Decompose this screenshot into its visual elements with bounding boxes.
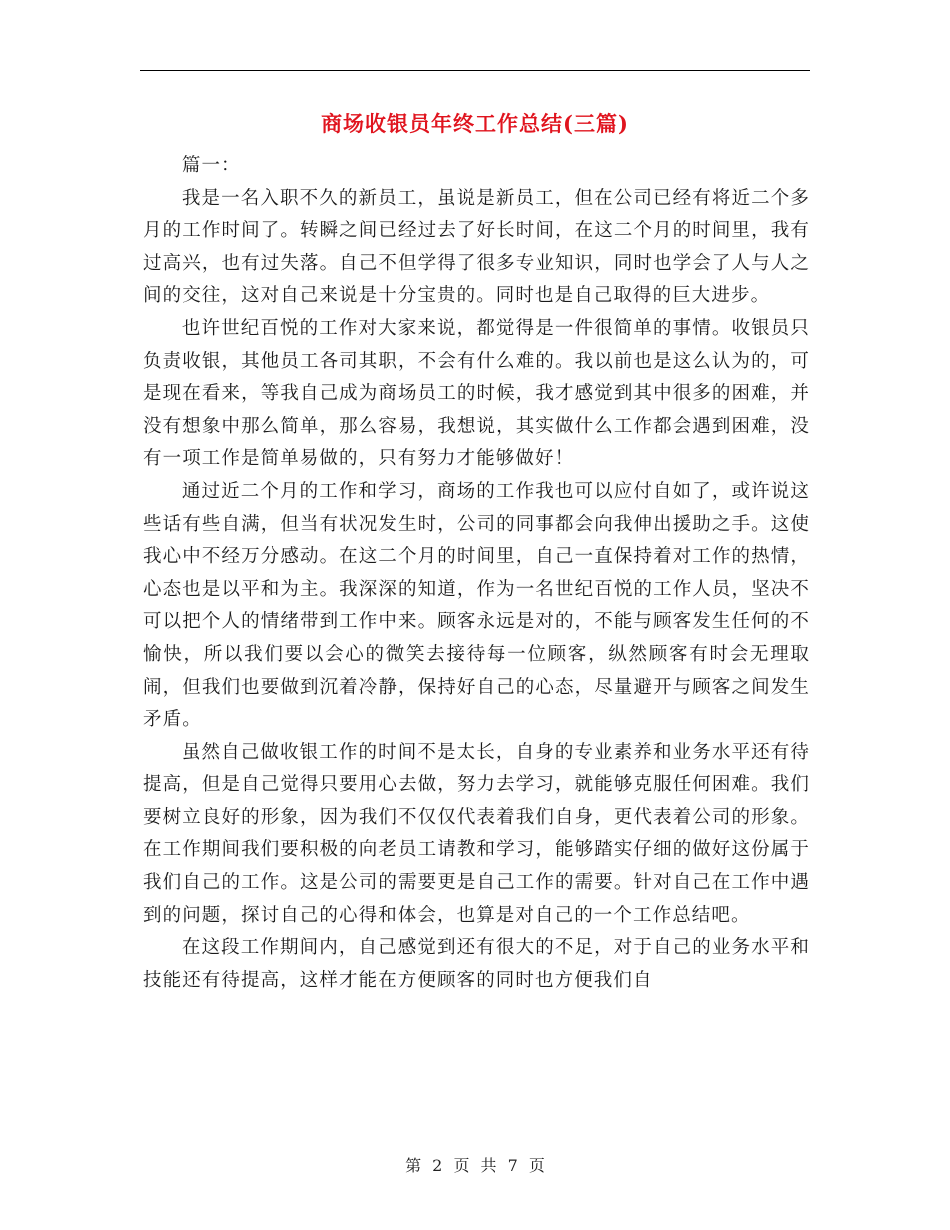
page-number-footer: 第 2 页 共 7 页 (405, 1156, 545, 1175)
paragraph: 在这段工作期间内，自己感觉到还有很大的不足，对于自己的业务水平和技能还有待提高，这样才能在方便顾客的同时也方便我们自 (143, 937, 810, 991)
section-label: 篇一： (181, 155, 241, 176)
paragraph: 我是一名入职不久的新员工，虽说是新员工，但在公司已经有将近二个多月的工作时间了。转瞬之间已经过去了好长时间，在这二个月的时间里，我有过高兴，也有过失落。自己不但学得了很多专业知识，同时也学会了人与人之间的交往，这对自己来说是十分宝贵的。同时也是自己取得的巨大进步。 (143, 187, 810, 307)
document-title: 商场收银员年终工作总结(三篇) (321, 111, 629, 136)
paragraph: 虽然自己做收银工作的时间不是太长，自身的专业素养和业务水平还有待提高，但是自己觉得只要用心去做，努力去学习，就能够克服任何困难。我们要树立良好的形象，因为我们不仅仅代表着我们自身，更代表着公司的形象。在工作期间我们要积极的向老员工请教和学习，能够踏实仔细的做好这份属于我们自己的工作。这是公司的需要更是自己工作的需要。针对自己在工作中遇到的问题，探讨自己的心得和体会，也算是对自己的一个工作总结吧。 (143, 741, 810, 926)
paragraph: 通过近二个月的工作和学习，商场的工作我也可以应付自如了，或许说这些话有些自满，但当有状况发生时，公司的同事都会向我伸出援助之手。这使我心中不经万分感动。在这二个月的时间里，自己一直保持着对工作的热情，心态也是以平和为主。我深深的知道，作为一名世纪百悦的工作人员，坚决不可以把个人的情绪带到工作中来。顾客永远是对的，不能与顾客发生任何的不愉快，所以我们要以会心的微笑去接待每一位顾客，纵然顾客有时会无理取闹，但我们也要做到沉着冷静，保持好自己的心态，尽量避开与顾客之间发生矛盾。 (143, 480, 810, 731)
paragraph: 也许世纪百悦的工作对大家来说，都觉得是一件很简单的事情。收银员只负责收银，其他员工各司其职，不会有什么难的。我以前也是这么认为的，可是现在看来，等我自己成为商场员工的时候，我才感觉到其中很多的困难，并没有想象中那么简单，那么容易，我想说，其实做什么工作都会遇到困难，没有一项工作是简单易做的，只有努力才能够做好！ (143, 317, 810, 470)
header-rule (140, 70, 810, 71)
document-body (143, 150, 810, 997)
